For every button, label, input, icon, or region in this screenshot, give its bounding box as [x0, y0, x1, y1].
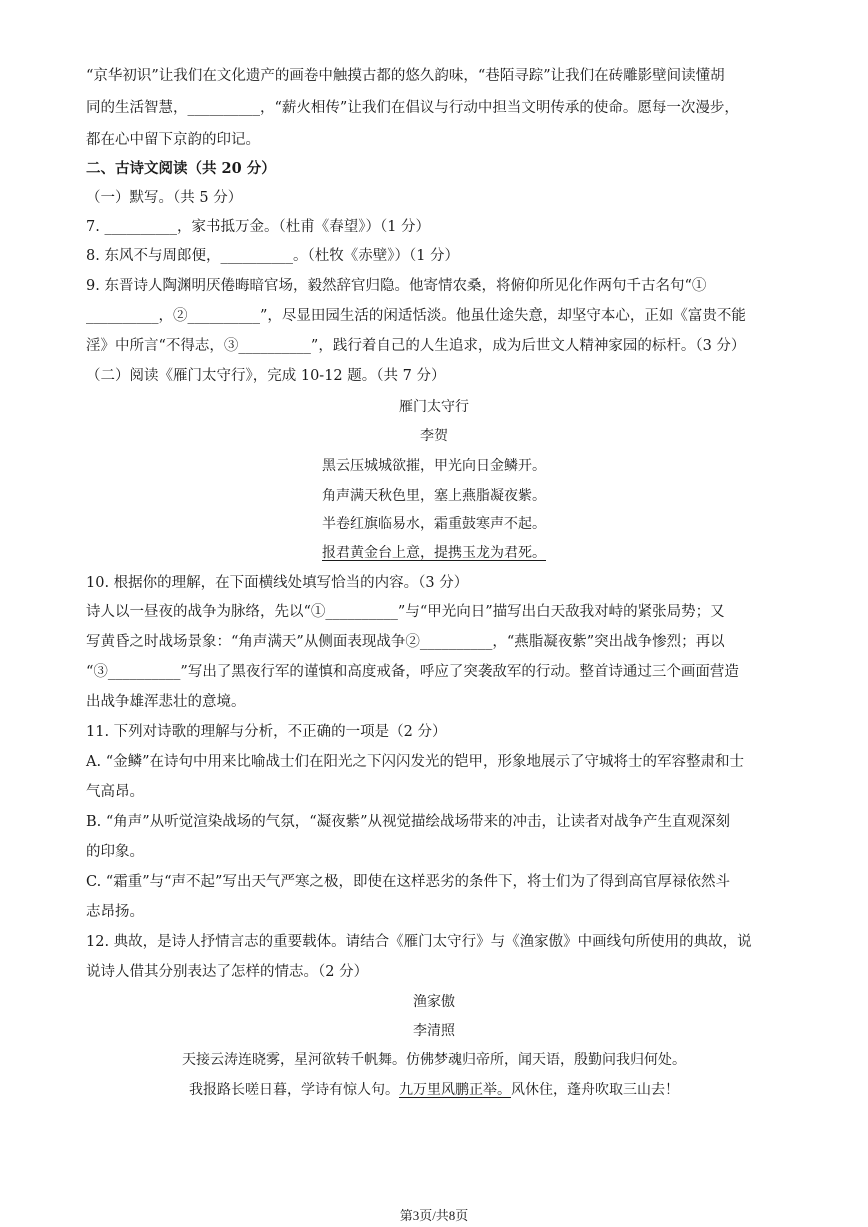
poem2-line-2-underlined: 九万里风鹏正举。 [399, 1082, 511, 1098]
question-12-line-1: 12. 典故，是诗人抒情言志的重要载体。请结合《雁门太守行》与《渔家傲》中画线句所使用的典故，说 [86, 934, 752, 950]
question-10-stem: 10. 根据你的理解，在下面横线处填写恰当的内容。（3 分） [86, 575, 469, 591]
part2-heading: （二）阅读《雁门太守行》，完成 10-12 题。（共 7 分） [86, 368, 446, 384]
question-10-line-4: 出战争雄浑悲壮的意境。 [86, 694, 246, 710]
poem2-line-2-end: 风休住，蓬舟吹取三山去！ [511, 1082, 679, 1098]
section-title: 二、古诗文阅读（共 20 分） [86, 160, 276, 177]
question-9-line-1: 9. 东晋诗人陶渊明厌倦晦暗官场，毅然辞官归隐。他寄情农桑，将俯仰所见化作两句千古名句“① [86, 278, 707, 294]
poem1-line-3: 半卷红旗临易水，霜重鼓寒声不起。 [322, 516, 546, 532]
poem1-title: 雁门太守行 [399, 399, 469, 415]
poem2-line-1: 天接云涛连晓雾，星河欲转千帆舞。仿佛梦魂归帝所，闻天语，殷勤问我归何处。 [182, 1052, 686, 1068]
option-c-line-1: C. “霜重”与“声不起”写出天气严寒之极，即使在这样恶劣的条件下，将士们为了得到高官厚禄依然斗 [86, 874, 730, 890]
question-10-line-3: “③__________”写出了黑夜行军的谨慎和高度戒备，呼应了突袭敌军的行动。整首诗通过三个画面营造 [86, 664, 739, 680]
part1-heading: （一）默写。（共 5 分） [86, 190, 243, 206]
option-a-line-2: 气高昂。 [86, 784, 144, 800]
poem1-line-4-wrap [0, 543, 868, 563]
poem1-line-1: 黑云压城城欲摧，甲光向日金鳞开。 [322, 458, 546, 474]
page-footer: 第3页/共8页 [399, 1208, 469, 1223]
question-10-line-1: 诗人以一昼夜的战争为脉络，先以“①__________”与“甲光向日”描写出白天敌我对峙的紧张局势；又 [86, 604, 725, 620]
option-a-line-1: A. “金鳞”在诗句中用来比喻战士们在阳光之下闪闪发光的铠甲，形象地展示了守城将士的军容整肃和士 [86, 754, 745, 770]
poem1-author: 李贺 [420, 428, 448, 444]
question-9-line-3: 淫》中所言“不得志，③__________”，践行着自己的人生追求，成为后世文人精神家园的标杆。（3 分） [86, 338, 746, 354]
option-b-line-1: B. “角声”从听觉渲染战场的气氛，“凝夜紫”从视觉描绘战场带来的冲击，让读者对战争产生直观深刻 [86, 814, 731, 830]
question-11-stem: 11. 下列对诗歌的理解与分析，不正确的一项是（2 分） [86, 724, 447, 740]
question-12-line-2: 说诗人借其分别表达了怎样的情志。（2 分） [86, 964, 369, 980]
poem2-title: 渔家傲 [413, 994, 455, 1010]
question-10-line-2: 写黄昏之时战场景象：“角声满天”从侧面表现战争②__________，“燕脂凝夜紫”突出战争惨烈；再以 [86, 634, 725, 650]
intro-line-1: “京华初识”让我们在文化遗产的画卷中触摸古都的悠久韵味，“巷陌寻踪”让我们在砖雕影壁间读懂胡 [86, 68, 725, 84]
question-9-line-2: __________，②__________”，尽显田园生活的闲适恬淡。他虽仕途失意，却坚守本心，正如《富贵不能 [86, 308, 746, 324]
intro-line-3: 都在心中留下京韵的印记。 [86, 132, 260, 148]
intro-line-2: 同的生活智慧，__________，“薪火相传”让我们在倡议与行动中担当文明传承的使命。愿每一次漫步， [86, 100, 739, 116]
question-7: 7. __________，家书抵万金。（杜甫《春望》）（1 分） [86, 219, 431, 235]
option-b-line-2: 的印象。 [86, 844, 144, 860]
poem2-author: 李清照 [413, 1023, 455, 1039]
option-c-line-2: 志昂扬。 [86, 904, 144, 920]
question-8: 8. 东风不与周郎便，__________。（杜牧《赤壁》）（1 分） [86, 248, 460, 264]
poem2-line-2 [0, 1080, 868, 1100]
poem1-line-2: 角声满天秋色里，塞上燕脂凝夜紫。 [322, 488, 546, 504]
poem1-line-4-underlined: 报君黄金台上意，提携玉龙为君死。 [322, 545, 546, 561]
poem2-line-2-start: 我报路长嗟日暮，学诗有惊人句。 [189, 1082, 399, 1098]
